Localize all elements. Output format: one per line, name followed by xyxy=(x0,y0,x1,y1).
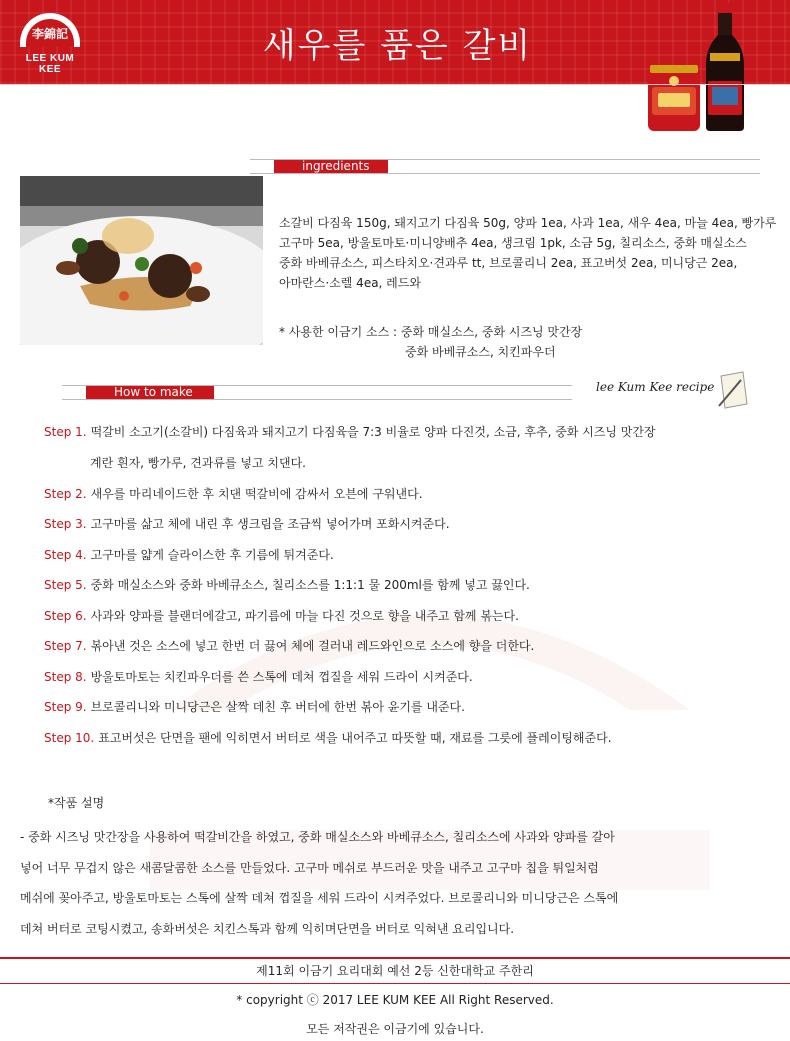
description-title: *작품 설명 xyxy=(48,796,105,810)
logo-mark xyxy=(20,13,80,47)
ingredients-section-tab: ingredients xyxy=(274,160,388,173)
steps-list xyxy=(44,424,774,760)
step-item xyxy=(44,669,774,685)
ingredients-line: 소갈비 다짐육 150g, 돼지고기 다짐육 50g, 양파 1ea, 사과 1ea, 새우 4ea, 마늘 4ea, 빵가루 xyxy=(279,216,777,230)
step-item xyxy=(44,577,774,593)
step-text: 방울토마토는 치킨파우더를 쓴 스톡에 데쳐 껍질을 세워 드라이 시켜준다. xyxy=(90,669,473,684)
contest-credit: 제11회 이금기 요리대회 예선 2등 신한대학교 주한리 xyxy=(256,964,534,978)
step-text: 새우를 마리네이드한 후 치댄 떡갈비에 감싸서 오븐에 구워낸다. xyxy=(90,486,423,501)
ingredients-line: 아마란스·소렐 4ea, 레드와 xyxy=(279,276,421,290)
step-text: 볶아낸 것은 소스에 넣고 한번 더 끓여 체에 걸러내 레드와인으로 소스에 향을 더한다. xyxy=(90,639,535,653)
rights-text: 모든 저작권은 이금기에 있습니다. xyxy=(306,1022,484,1036)
step-item xyxy=(44,699,774,715)
step-label: Step 9. xyxy=(44,700,87,714)
step-label: Step 6. xyxy=(44,608,87,623)
step-label: Step 5. xyxy=(44,578,87,592)
step-item xyxy=(44,547,774,563)
step-text: 중화 매실소스와 중화 바베큐소스, 칠리소스를 1:1:1 물 200ml를 함께 넣고 끓인다. xyxy=(90,578,530,592)
description-line: - 중화 시즈닝 맛간장을 사용하여 떡갈비간을 하였고, 중화 매실소스와 바베큐소스, 칠리소스에 사과와 양파를 갈아 xyxy=(20,830,615,844)
step-text: 떡갈비 소고기(소갈비) 다짐육과 돼지고기 다짐육을 7:3 비율로 양파 다진것, 소금, 후추, 중화 시즈닝 맛간장 xyxy=(90,425,656,439)
description-body xyxy=(20,822,770,944)
sauce-bottle-image xyxy=(706,3,744,131)
ingredients-line: 중화 바베큐소스, 피스타치오·견과루 tt, 브로콜리니 2ea, 표고버섯 2ea, 미니당근 2ea, xyxy=(279,256,738,270)
brand-logo[interactable] xyxy=(14,13,86,75)
step-label: Step 3. xyxy=(44,517,87,531)
step-text: 사과와 양파를 블랜더에갈고, 파기름에 마늘 다진 것으로 향을 내주고 함께 볶는다. xyxy=(90,608,519,623)
step-label: Step 2. xyxy=(44,486,87,501)
description-line: 넣어 너무 무겁지 않은 새콤달콤한 소스를 만들었다. 고구마 메쉬로 부드러운 맛을 내주고 고구마 칩을 튀일처럼 xyxy=(20,860,599,875)
page-title: 새우를 품은 갈비 xyxy=(262,26,533,66)
step-item xyxy=(44,730,774,746)
step-label: Step 8. xyxy=(44,669,87,684)
step-text: 브로콜리니와 미니당근은 살짝 데친 후 버터에 한번 볶아 윤기를 내준다. xyxy=(90,700,465,714)
description-line: 데쳐 버터로 코팅시켰고, 송화버섯은 치킨스톡과 함께 익히며단면을 버터로 익혀낸 요리입니다. xyxy=(20,921,515,936)
dish-photo xyxy=(20,176,263,345)
ingredients-line: 고구마 5ea, 방울토마토·미니양배추 4ea, 생크림 1pk, 소금 5g, 칠리소스, 중화 매실소스 xyxy=(279,236,747,250)
ingredients-list xyxy=(279,213,784,293)
header-divider xyxy=(0,84,790,85)
sauce-note-line2: 중화 바베큐소스, 치킨파우더 xyxy=(405,345,556,359)
step-item xyxy=(44,486,774,502)
step-text: 표고버섯은 단면을 팬에 익히면서 버터로 색을 내어주고 따뜻할 때, 재료를 그릇에 플레이팅해준다. xyxy=(98,730,612,745)
howto-rule-bottom xyxy=(62,399,572,400)
step-text: 고구마를 얇게 슬라이스한 후 기름에 튀겨준다. xyxy=(90,547,334,562)
step-text-continued: 계란 흰자, 빵가루, 견과류를 넣고 치댄다. xyxy=(90,456,306,470)
step-item xyxy=(44,608,774,624)
howto-section-tab: How to make xyxy=(86,386,214,399)
sauce-note xyxy=(279,322,784,362)
step-item xyxy=(44,424,774,471)
recipe-signature xyxy=(591,370,751,410)
sauce-note-line1: * 사용한 이금기 소스 : 중화 매실소스, 중화 시즈닝 맛간장 xyxy=(279,325,583,339)
notepad-icon xyxy=(715,370,749,410)
step-label: Step 10. xyxy=(44,730,95,745)
copyright-text: * copyright ⓒ 2017 LEE KUM KEE All Right Reserved. xyxy=(236,993,554,1007)
recipe-signature-text: lee Kum Kee recipe xyxy=(596,380,715,394)
footer-rule-bottom xyxy=(0,983,790,984)
description-line: 메쉬에 꽂아주고, 방울토마토는 스톡에 살짝 데쳐 껍질을 세워 드라이 시켜주었다. 브로콜리니와 미니당근은 스톡에 xyxy=(20,891,619,905)
logo-mark-text: 李錦記 xyxy=(26,19,74,47)
step-label: Step 1. xyxy=(44,425,87,439)
step-label: Step 4. xyxy=(44,547,87,562)
logo-wordmark: LEE KUM KEE xyxy=(25,53,75,75)
ingredients-rule-bottom xyxy=(250,173,760,174)
product-image xyxy=(642,3,752,133)
step-item xyxy=(44,516,774,532)
step-text: 고구마를 삶고 체에 내린 후 생크림을 조금씩 넣어가며 포화시켜준다. xyxy=(90,517,450,531)
footer-rule-top xyxy=(0,957,790,959)
sauce-jar-image xyxy=(648,65,700,131)
step-item xyxy=(44,638,774,654)
step-label: Step 7. xyxy=(44,639,87,653)
